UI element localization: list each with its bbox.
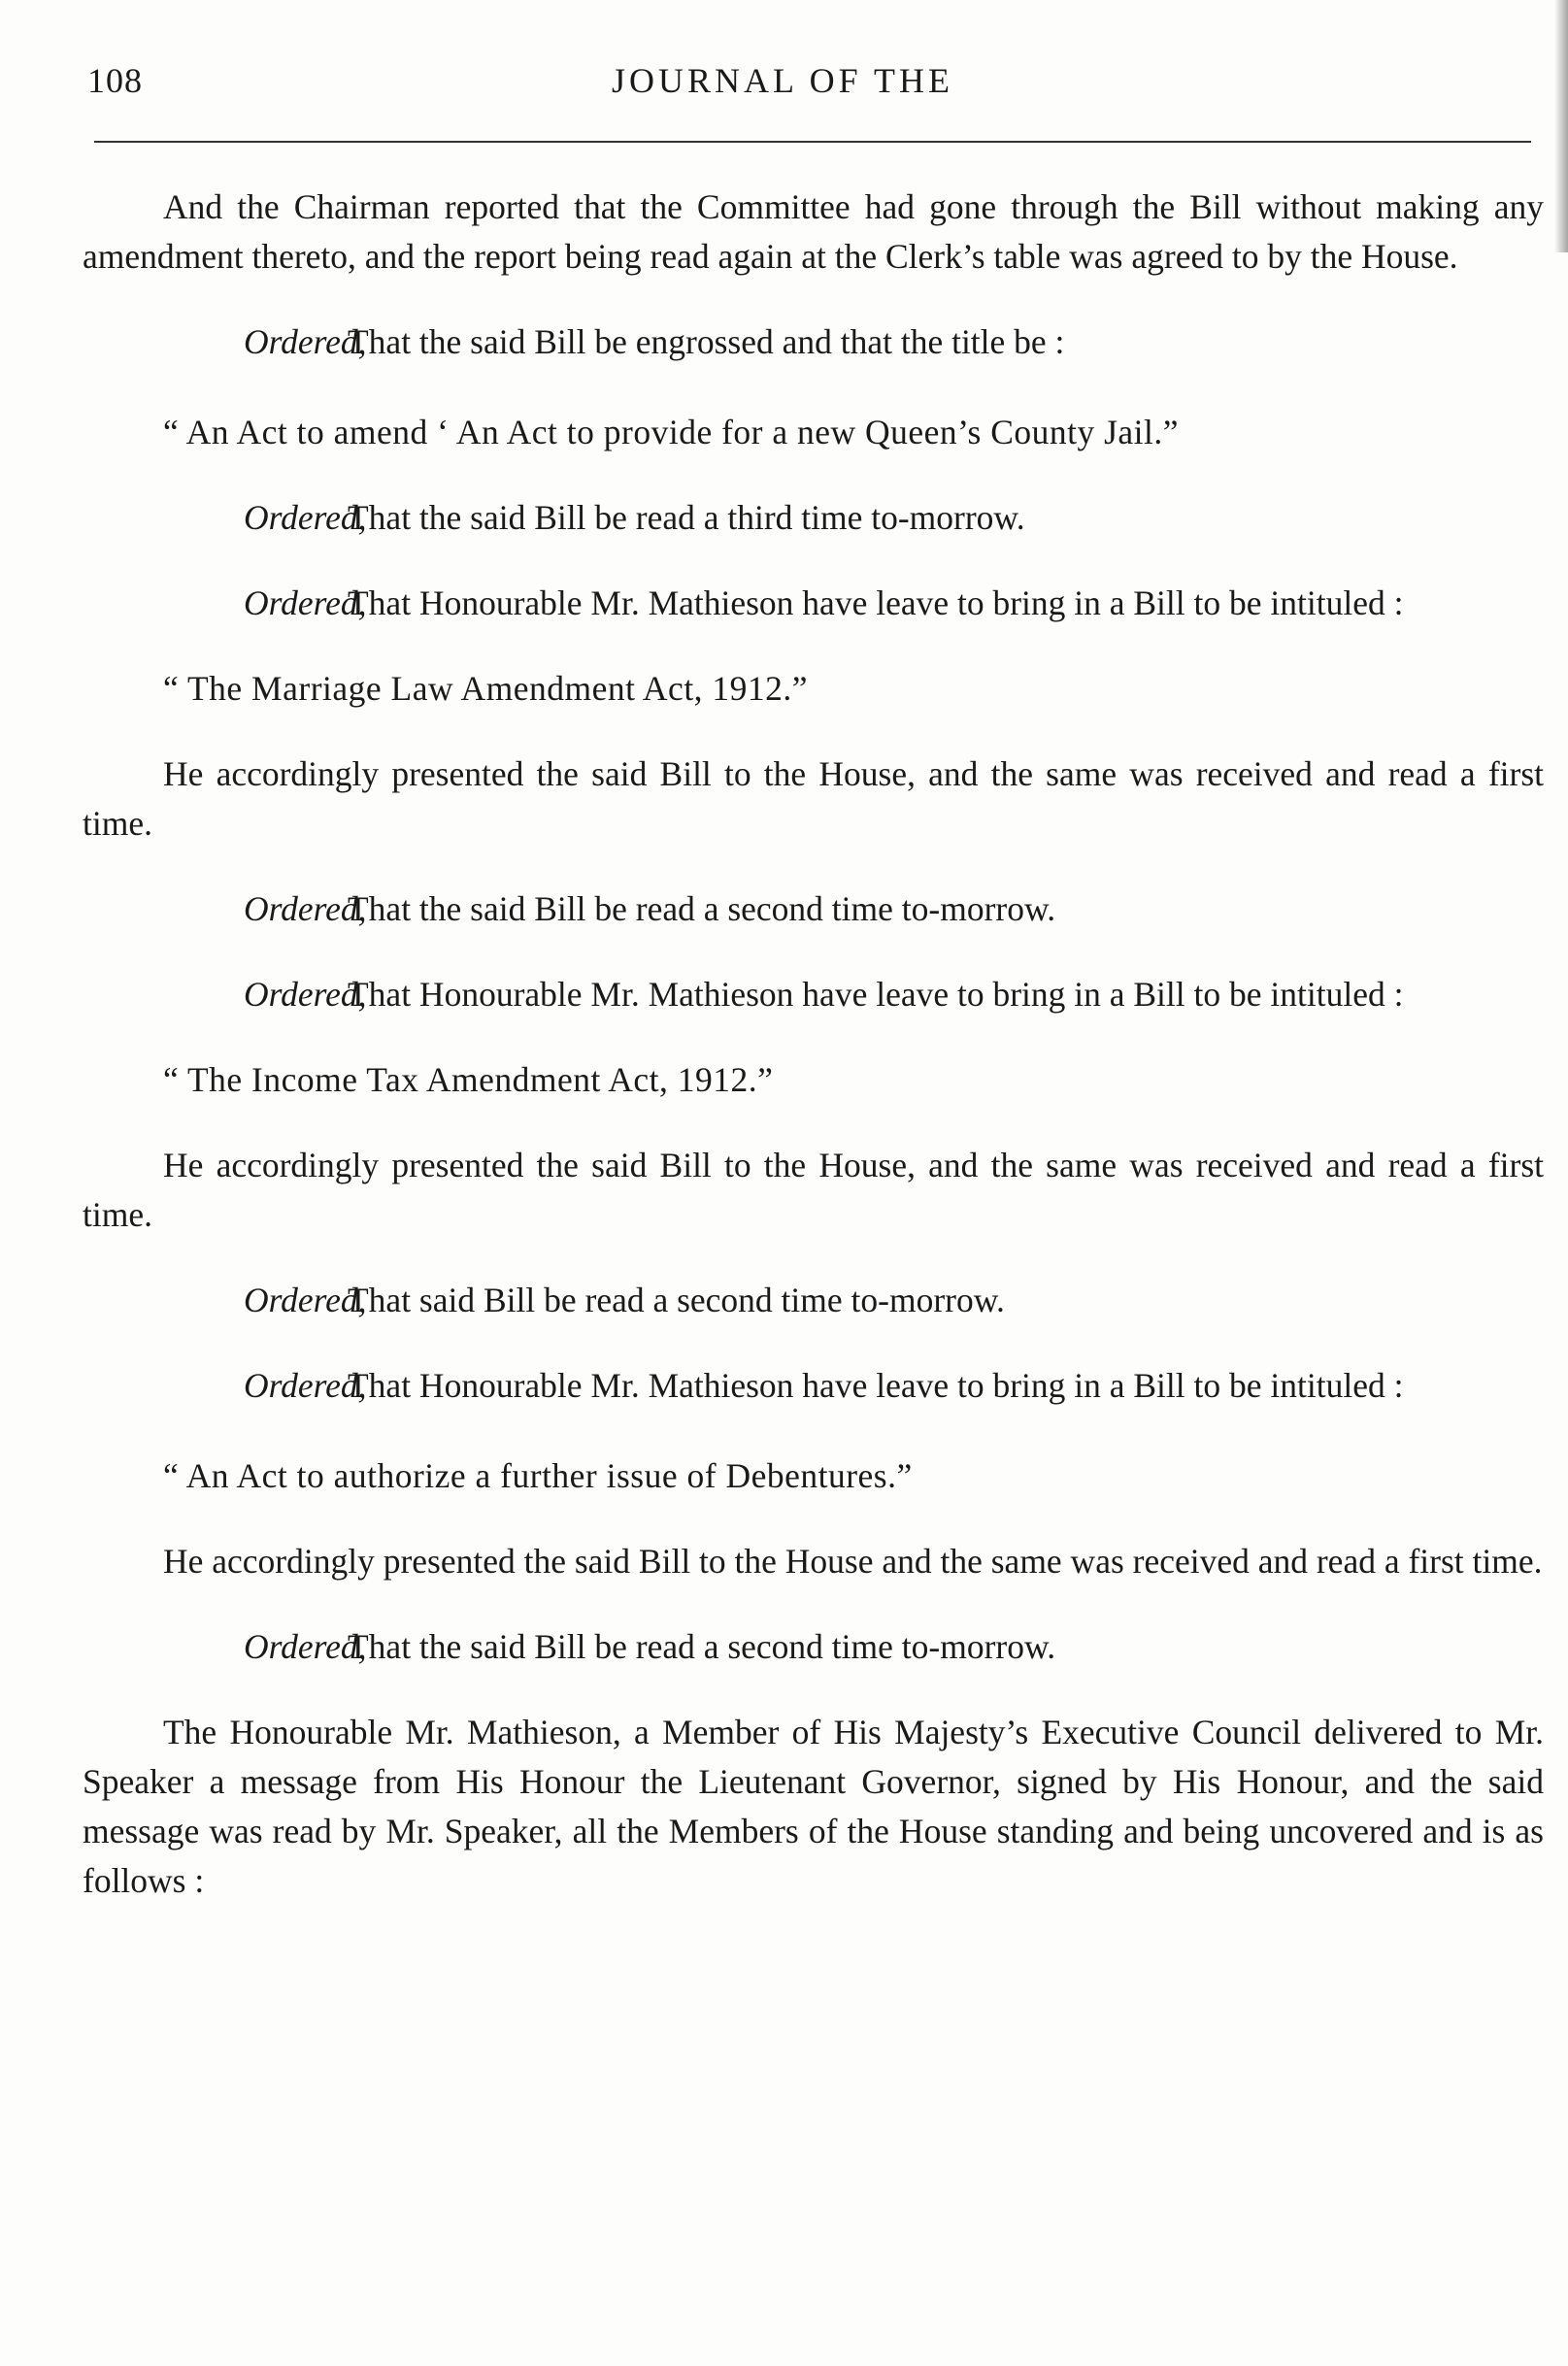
- ordered-label: Ordered,: [244, 1366, 367, 1405]
- order-leave-debentures-bill: [83, 1361, 1544, 1411]
- bill-title-income-tax: “ The Income Tax Amendment Act, 1912.”: [163, 1060, 774, 1099]
- order-leave-marriage-bill: [83, 579, 1544, 628]
- page-number: 108: [87, 61, 143, 100]
- presented-paragraph-1: He accordingly presented the said Bill to the House, and the same was received and read a first time.: [83, 754, 1544, 843]
- order-text: That Honourable Mr. Mathieson have leave to bring in a Bill to be intituled :: [348, 1366, 1404, 1405]
- ordered-label: Ordered,: [244, 975, 367, 1014]
- order-text: That the said Bill be read a third time to-morrow.: [348, 498, 1025, 537]
- order-third-reading: [83, 493, 1544, 543]
- order-text: That Honourable Mr. Mathieson have leave to bring in a Bill to be intituled :: [348, 583, 1404, 622]
- scan-edge-shadow: [1554, 0, 1568, 252]
- ordered-label: Ordered,: [244, 1627, 367, 1666]
- ordered-label: Ordered,: [244, 498, 367, 537]
- presented-paragraph-2: He accordingly presented the said Bill to the House, and the same was received and read a first time.: [83, 1146, 1544, 1234]
- order-second-reading-3: [83, 1622, 1544, 1672]
- presented-paragraph-3: He accordingly presented the said Bill to the House and the same was received and read a first time.: [163, 1542, 1543, 1581]
- header-rule: [94, 141, 1531, 143]
- page-header: [87, 60, 1544, 109]
- ordered-label: Ordered,: [244, 322, 367, 361]
- order-second-reading-2: [83, 1276, 1544, 1325]
- ordered-label: Ordered,: [244, 583, 367, 622]
- order-text: That the said Bill be read a second time to-morrow.: [348, 889, 1056, 928]
- ordered-label: Ordered,: [244, 889, 367, 928]
- executive-council-message-paragraph: The Honourable Mr. Mathieson, a Member of His Majesty’s Executive Council delivered to Mr. Speaker a message from His Honour the Lieutenant Governor, signed by His Honour, and the said message was read by Mr. Speaker, all the Members of the House standing and being uncovered and is as follows :: [83, 1713, 1544, 1900]
- order-engrossed: [83, 317, 1544, 367]
- chairman-report-paragraph: And the Chairman reported that the Committee had gone through the Bill without making any amendment thereto, and the report being read again at the Clerk’s table was agreed to by the House.: [83, 187, 1544, 276]
- bill-title-marriage: “ The Marriage Law Amendment Act, 1912.”: [163, 669, 809, 708]
- ordered-label: Ordered,: [244, 1281, 367, 1319]
- order-text: That Honourable Mr. Mathieson have leave to bring in a Bill to be intituled :: [348, 975, 1404, 1014]
- order-text: That said Bill be read a second time to-morrow.: [348, 1281, 1005, 1319]
- bill-title-debentures: “ An Act to authorize a further issue of Debentures.”: [163, 1456, 913, 1495]
- order-text: That the said Bill be read a second time to-morrow.: [348, 1627, 1056, 1666]
- order-text: That the said Bill be engrossed and that the title be :: [348, 322, 1065, 361]
- order-second-reading-1: [83, 884, 1544, 934]
- running-head: JOURNAL OF THE: [612, 61, 954, 100]
- order-leave-income-tax-bill: [83, 970, 1544, 1019]
- bill-title-jail: “ An Act to amend ‘ An Act to provide for a new Queen’s County Jail.”: [163, 413, 1180, 451]
- journal-body: [83, 183, 1544, 1906]
